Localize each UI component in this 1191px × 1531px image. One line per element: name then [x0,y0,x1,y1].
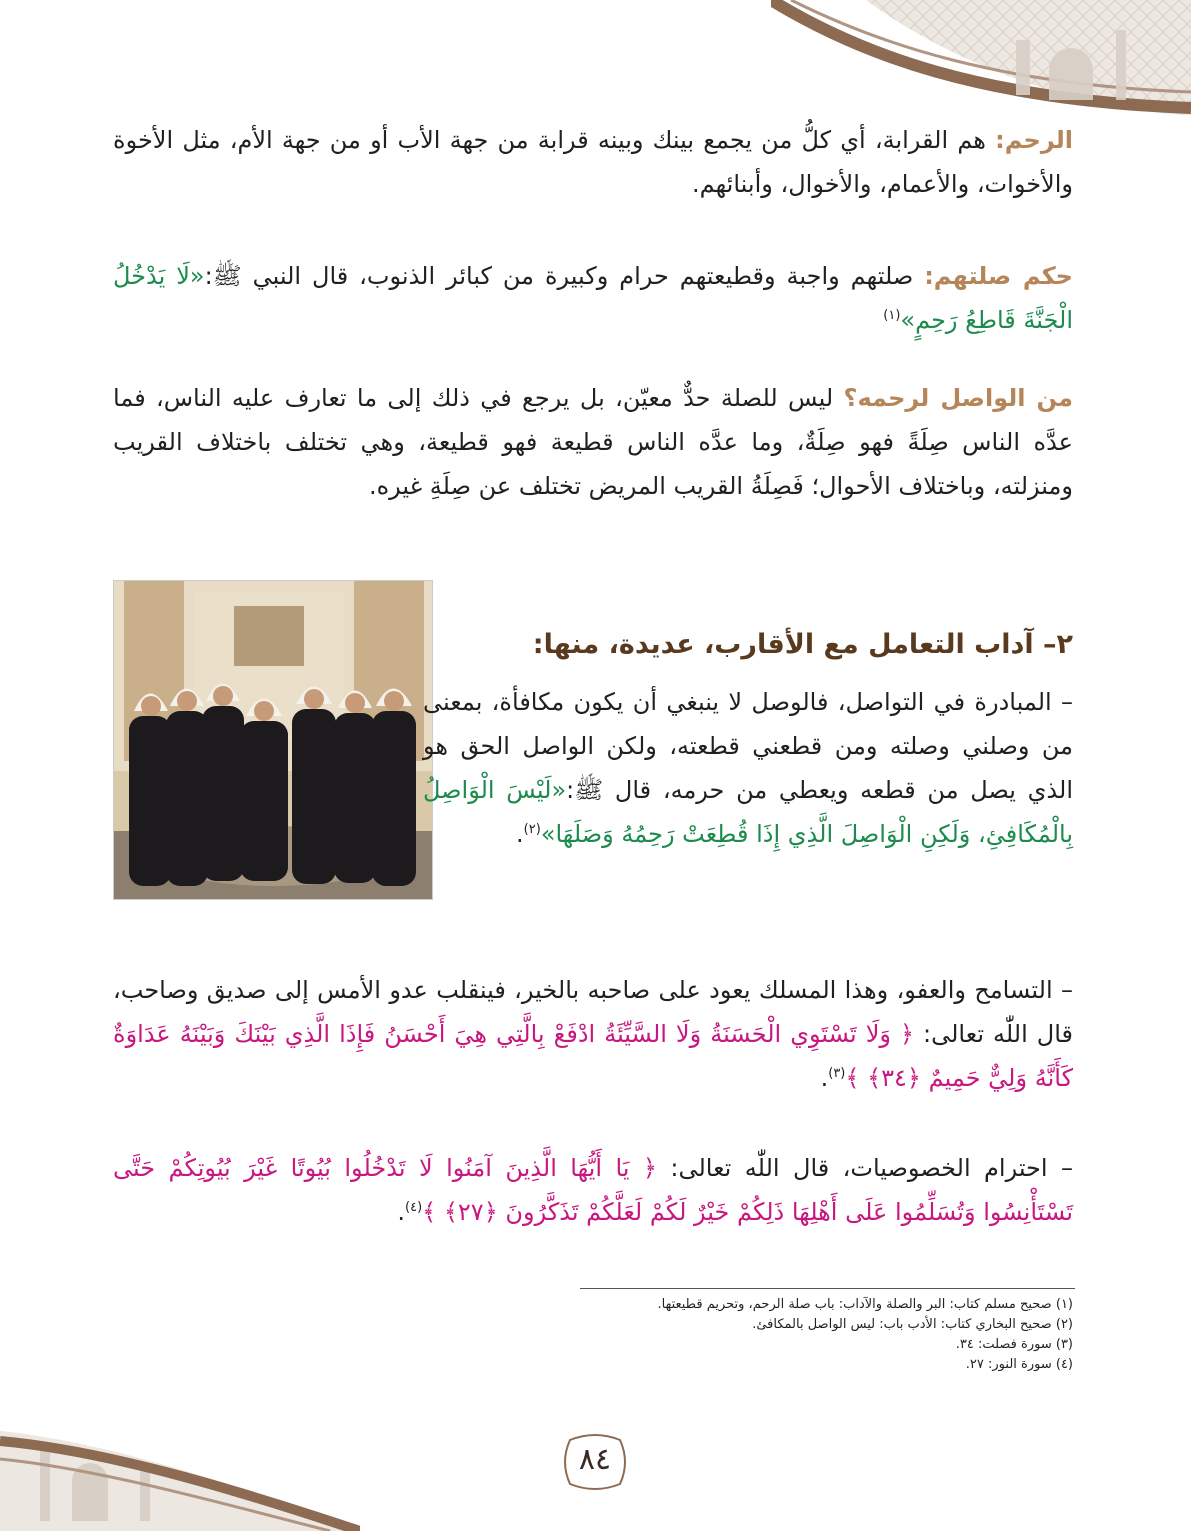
footnote-divider [580,1288,1075,1289]
footnote-item: (٤) سورة النور: ٢٧. [965,1357,1073,1372]
quran-verse: ﴿ وَلَا تَسْتَوِي الْحَسَنَةُ وَلَا السَّيِّئَةُ ادْفَعْ بِالَّتِي هِيَ أَحْسَنُ فَإِذَا الَّذِي بَيْنَكَ وَبَيْنَهُ عَدَاوَةٌ كَأَنَّهُ وَلِيٌّ حَمِيمٌ ﴿٣٤﴾ ﴾ [113,1020,1073,1092]
term-label: حكم صلتهم: [924,262,1073,290]
etiquette-item-forgiveness [113,968,1073,1100]
term-label: الرحم: [995,126,1073,154]
page-number: ٨٤ [578,1442,612,1477]
item-end: . [515,820,524,848]
term-label: من الواصل لرحمه؟ [843,384,1073,412]
section-heading: ٢– آداب التعامل مع الأقارب، عديدة، منها: [532,629,1073,660]
footnotes [113,1295,1073,1375]
hadith-quote: «لَا يَدْخُلُ الْجَنَّةَ قَاطِعُ رَحِمٍ» [113,262,1073,334]
item-end: . [820,1064,829,1092]
top-corner-ornament [771,0,1191,130]
paragraph-text: صلتهم واجبة وقطيعتهم حرام وكبيرة من كبائر الذنوب، قال النبي ﷺ: [204,262,925,290]
hadith-quote: «لَيْسَ الْوَاصِلُ بِالْمُكَافِئِ، وَلَكِنِ الْوَاصِلَ الَّذِي إِذَا قُطِعَتْ رَحِمُهُ وَصَلَهَا» [423,776,1073,848]
paragraph-text: هم القرابة، أي كلُّ من يجمع بينك وبينه قرابة من جهة الأب أو من جهة الأم، مثل الأخوة والأخوات، والأعمام، والأخوال، وأبنائهم. [113,126,1073,198]
bottom-corner-ornament [0,1421,360,1531]
footnote-item: (١) صحيح مسلم كتاب: البر والصلة والآداب: باب صلة الرحم، وتحريم قطيعتها. [657,1297,1073,1312]
quran-verse: ﴿ يَا أَيُّهَا الَّذِينَ آمَنُوا لَا تَدْخُلُوا بُيُوتًا غَيْرَ بُيُوتِكُمْ حَتَّى تَسْتَأْنِسُوا وَتُسَلِّمُوا عَلَى أَهْلِهَا ذَلِكُمْ خَيْرٌ لَكُمْ لَعَلَّكُمْ تَذَكَّرُونَ ﴿٢٧﴾ ﴾ [113,1154,1073,1226]
connector-paragraph [113,376,1073,508]
footnote-ref: (١) [883,308,901,323]
definition-paragraph [113,118,1073,206]
item-end: . [397,1198,405,1226]
paragraph-text: ليس للصلة حدٌّ معيّن، بل يرجع في ذلك إلى ما تعارف عليه الناس، فما عدَّه الناس صِلَةً فهو صِلَةٌ، وما عدَّه الناس قطيعة فهو قطيعة، وهي تختلف باختلاف القريب ومنزلته، وباختلاف الأحوال؛ فَصِلَةُ القريب المريض تختلف عن صِلَةِ غيره. [113,384,1073,500]
item-text: – التسامح والعفو، وهذا المسلك يعود على صاحبه بالخير، فينقلب عدو الأمس إلى صديق وصاحب، قال اللّٰه تعالى: [113,976,1073,1048]
ruling-paragraph [113,254,1073,342]
footnote-ref: (٣) [828,1066,846,1081]
footnote-item: (٢) صحيح البخاري كتاب: الأدب باب: ليس الواصل بالمكافئ. [752,1317,1073,1332]
item-text: – احترام الخصوصيات، قال اللّٰه تعالى: [656,1154,1073,1182]
footnote-item: (٣) سورة فصلت: ٣٤. [955,1337,1073,1352]
item-text: – المبادرة في التواصل، فالوصل لا ينبغي أن يكون مكافأة، بمعنى من وصلني وصلته ومن قطعني قطعته، ولكن الواصل الحق هو الذي يصل من قطعه ويعطي من حرمه، قال ﷺ: [423,688,1073,804]
etiquette-item-initiative [423,680,1073,856]
footnote-ref: (٤) [405,1200,423,1215]
etiquette-item-privacy [113,1146,1073,1234]
family-gathering-photo [113,580,433,900]
footnote-ref: (٢) [523,822,541,837]
page-number-badge [560,1432,630,1492]
photo-illustration [114,581,432,899]
